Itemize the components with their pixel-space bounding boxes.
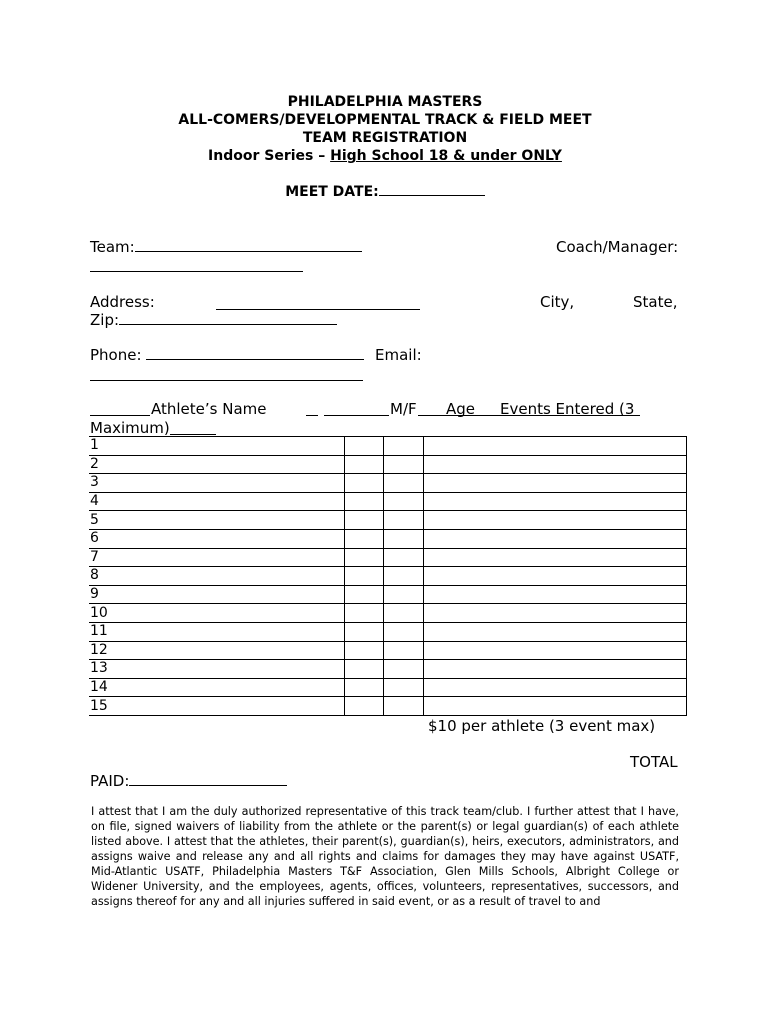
mf-cell[interactable]	[345, 585, 384, 604]
paid-row	[90, 772, 287, 790]
table-row	[89, 660, 687, 679]
phone-field[interactable]	[146, 358, 364, 360]
mf-cell[interactable]	[345, 622, 384, 641]
mf-cell[interactable]	[345, 660, 384, 679]
meet-date-label: MEET DATE:	[285, 184, 379, 200]
events-cell[interactable]	[424, 641, 687, 660]
mf-cell[interactable]	[345, 548, 384, 567]
athlete-name-cell[interactable]: 14	[89, 678, 345, 697]
table-row	[89, 697, 687, 716]
table-row	[89, 548, 687, 567]
table-row	[89, 511, 687, 530]
age-cell[interactable]	[384, 474, 424, 493]
series-prefix: Indoor Series –	[208, 148, 331, 164]
org-title: PHILADELPHIA MASTERS	[287, 94, 483, 110]
events-cell[interactable]	[424, 474, 687, 493]
events-cell[interactable]	[424, 492, 687, 511]
age-cell[interactable]	[384, 622, 424, 641]
events-cell[interactable]	[424, 511, 687, 530]
age-cell[interactable]	[384, 548, 424, 567]
mf-cell[interactable]	[345, 474, 384, 493]
athlete-name-cell[interactable]: 12	[89, 641, 345, 660]
roster-table	[89, 436, 687, 716]
table-row	[89, 678, 687, 697]
age-cell[interactable]	[384, 567, 424, 586]
table-row	[89, 641, 687, 660]
phone-row	[90, 346, 364, 364]
zip-label: Zip:	[90, 311, 120, 329]
events-cell[interactable]	[424, 697, 687, 716]
team-field[interactable]	[135, 250, 362, 252]
events-cell[interactable]	[424, 660, 687, 679]
mf-cell[interactable]	[345, 604, 384, 623]
table-row	[89, 585, 687, 604]
header-underline	[324, 415, 389, 416]
meet-date-row	[0, 183, 770, 201]
meet-title: ALL-COMERS/DEVELOPMENTAL TRACK & FIELD MEET	[178, 112, 592, 128]
athlete-name-cell[interactable]: 9	[89, 585, 345, 604]
athlete-name-cell[interactable]: 13	[89, 660, 345, 679]
age-cell[interactable]	[384, 585, 424, 604]
mf-cell[interactable]	[345, 641, 384, 660]
events-header-cont: Maximum)	[90, 419, 170, 437]
city-label: City,	[540, 293, 575, 311]
email-field[interactable]	[90, 380, 363, 381]
mf-cell[interactable]	[345, 492, 384, 511]
events-cell[interactable]	[424, 678, 687, 697]
paid-field[interactable]	[129, 784, 287, 786]
age-cell[interactable]	[384, 660, 424, 679]
zip-field[interactable]	[119, 323, 337, 325]
events-cell[interactable]	[424, 567, 687, 586]
address-field[interactable]	[216, 309, 420, 310]
zip-row	[90, 311, 337, 329]
table-row	[89, 622, 687, 641]
mf-cell[interactable]	[345, 455, 384, 474]
events-cell[interactable]	[424, 622, 687, 641]
athlete-name-cell[interactable]: 11	[89, 622, 345, 641]
events-header: Events Entered (3	[500, 400, 635, 418]
age-header: Age	[446, 400, 476, 418]
series-title	[0, 147, 770, 165]
mf-cell[interactable]	[345, 567, 384, 586]
age-cell[interactable]	[384, 455, 424, 474]
athlete-name-cell[interactable]: 2	[89, 455, 345, 474]
total-label: TOTAL	[630, 753, 678, 771]
address-label: Address:	[90, 293, 155, 311]
athlete-name-cell[interactable]: 3	[89, 474, 345, 493]
meet-date-field[interactable]	[379, 194, 485, 196]
athlete-name-header: Athlete’s Name	[151, 400, 267, 418]
mf-header: M/F	[390, 400, 417, 418]
athlete-name-cell[interactable]: 7	[89, 548, 345, 567]
mf-cell[interactable]	[345, 511, 384, 530]
email-label: Email:	[375, 346, 422, 364]
phone-label: Phone:	[90, 346, 142, 364]
coach-label: Coach/Manager:	[556, 238, 679, 256]
events-cell[interactable]	[424, 529, 687, 548]
mf-cell[interactable]	[345, 697, 384, 716]
table-row	[89, 492, 687, 511]
table-row	[89, 437, 687, 456]
coach-field[interactable]	[90, 271, 303, 272]
mf-cell[interactable]	[345, 437, 384, 456]
events-cell[interactable]	[424, 604, 687, 623]
table-row	[89, 567, 687, 586]
age-cell[interactable]	[384, 511, 424, 530]
athlete-name-cell[interactable]: 10	[89, 604, 345, 623]
header-underline	[170, 434, 216, 435]
age-cell[interactable]	[384, 529, 424, 548]
team-label: Team:	[90, 238, 135, 256]
events-cell[interactable]	[424, 585, 687, 604]
age-cell[interactable]	[384, 641, 424, 660]
paid-label: PAID:	[90, 772, 130, 790]
age-cell[interactable]	[384, 492, 424, 511]
form-title: TEAM REGISTRATION	[302, 130, 468, 146]
team-row	[90, 238, 362, 256]
age-cell[interactable]	[384, 697, 424, 716]
fee-note: $10 per athlete (3 event max)	[428, 717, 656, 735]
state-label: State,	[633, 293, 678, 311]
events-cell[interactable]	[424, 548, 687, 567]
mf-cell[interactable]	[345, 678, 384, 697]
attestation-paragraph: I attest that I am the duly authorized representative of this track team/club. I further attest that I have, on file, signed waivers of liability from the athlete or the parent(s) or legal guardian(s) of each athlete listed above. I attest that the athletes, their parent(s), guardian(s), heirs, executors, administrators, and assigns waive and release any and all rights and claims for damages they may have against USATF, Mid-Atlantic USATF, Philadelphia Masters T&F Association, Glen Mills Schools, Albright College or Widener University, and the employees, agents, offices, volunteers, representatives, successors, and assigns thereof for any and all injuries suffered in said event, or as a result of travel to and	[91, 805, 679, 908]
header-underline	[306, 415, 318, 416]
header-underline	[90, 415, 150, 416]
athlete-name-cell[interactable]: 1	[89, 437, 345, 456]
athlete-name-cell[interactable]: 5	[89, 511, 345, 530]
age-cell[interactable]	[384, 604, 424, 623]
mf-cell[interactable]	[345, 529, 384, 548]
age-cell[interactable]	[384, 437, 424, 456]
athlete-name-cell[interactable]: 15	[89, 697, 345, 716]
header-underline	[418, 415, 640, 416]
events-cell[interactable]	[424, 437, 687, 456]
series-division: High School 18 & under ONLY	[330, 148, 562, 164]
table-row	[89, 604, 687, 623]
table-row	[89, 529, 687, 548]
table-row	[89, 474, 687, 493]
table-row	[89, 455, 687, 474]
age-cell[interactable]	[384, 678, 424, 697]
athlete-name-cell[interactable]: 8	[89, 567, 345, 586]
athlete-name-cell[interactable]: 4	[89, 492, 345, 511]
events-cell[interactable]	[424, 455, 687, 474]
athlete-name-cell[interactable]: 6	[89, 529, 345, 548]
